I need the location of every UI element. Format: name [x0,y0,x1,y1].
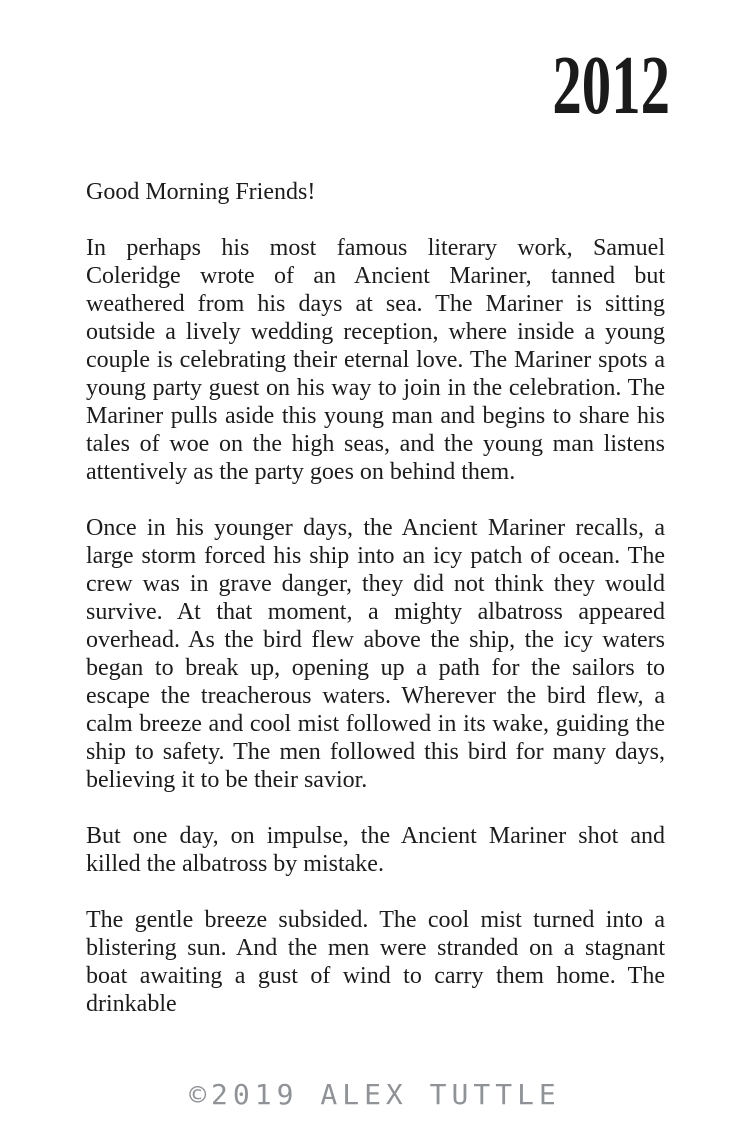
page-footer [0,1078,750,1112]
chapter-year-heading: 2012 [552,39,670,132]
body-text-block [86,178,665,1046]
paragraph-1: In perhaps his most famous literary work, Samuel Coleridge wrote of an Ancient Mariner, tanned but weathered from his days at sea. The Mariner is sitting outside a lively wedding reception, where inside a young couple is celebrating their eternal love. The Mariner spots a young party guest on his way to join in the celebration. The Mariner pulls aside this young man and begins to share his tales of woe on the high seas, and the young man listens attentively as the party goes on behind them. [86,235,665,485]
paragraph-3: But one day, on impulse, the Ancient Mariner shot and killed the albatross by mistake. [86,823,665,877]
greeting-line: Good Morning Friends! [86,179,316,205]
paragraph-4: The gentle breeze subsided. The cool mist turned into a blistering sun. And the men were stranded on a stagnant boat awaiting a gust of wind to carry them home. The drinkable [86,907,665,1017]
paragraph-2: Once in his younger days, the Ancient Mariner recalls, a large storm forced his ship into an icy patch of ocean. The crew was in grave danger, they did not think they would survive. At that moment, a mighty albatross appeared overhead. As the bird flew above the ship, the icy waters began to break up, opening up a path for the sailors to escape the treacherous waters. Wherever the bird flew, a calm breeze and cool mist followed in its wake, guiding the ship to safety. The men followed this bird for many days, believing it to be their savior. [86,515,665,793]
copyright-text: ©2019 ALEX TUTTLE [189,1078,561,1111]
